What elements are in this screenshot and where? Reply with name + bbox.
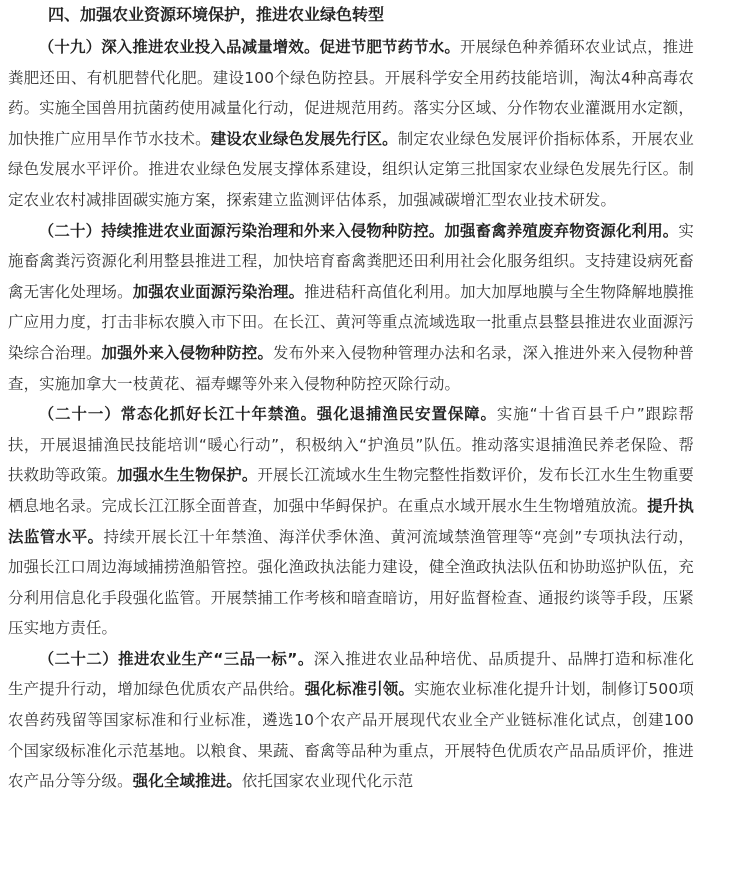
paragraph-21-text: 持续开展长江十年禁渔、海洋伏季休渔、黄河流域禁渔管理等“亮剑”专项执法行动，加强长江口周边海域捕捞渔船管控。强化渔政执法能力建设，健全渔政执法队伍和协助巡护队伍，充分利用信息化手段强化监管。开展禁捕工作考核和暗查暗访，用好监督检查、通报约谈等手段，压紧压实地方责任。 xyxy=(8,527,694,638)
paragraph-22 xyxy=(8,644,694,797)
paragraph-22-subtitle: 强化标准引领。 xyxy=(304,680,415,699)
document-body xyxy=(8,0,694,797)
paragraph-21-text: 开展长江流域水生生物完整性指数评价，发布长江水生生物重要栖息地名录。完成长江江豚全面普查，加强中华鲟保护。在重点水域开展水生生物增殖放流。 xyxy=(8,466,695,515)
paragraph-19 xyxy=(8,32,694,216)
paragraph-21-title: （二十一）常态化抓好长江十年禁渔。强化退捕渔民安置保障。 xyxy=(38,405,497,424)
paragraph-19-text: 制定农业绿色发展评价指标体系，开展农业绿色发展水平评价。推进农业绿色发展支撑体系建设，组织认定第三批国家农业绿色发展先行区。制定农业农村减排固碳实施方案，探索建立监测评估体系，加强减碳增汇型农业技术研发。 xyxy=(8,129,695,209)
paragraph-21-subtitle: 提升执法监管水平。 xyxy=(8,496,694,546)
paragraph-22-text: 深入推进农业品种培优、品质提升、品牌打造和标准化生产提升行动，增加绿色优质农产品供给。 xyxy=(8,649,694,699)
section-heading: 四、加强农业资源环境保护，推进农业绿色转型 xyxy=(48,5,385,24)
paragraph-20-title: （二十）持续推进农业面源污染治理和外来入侵物种防控。加强畜禽养殖废弃物资源化利用。 xyxy=(38,221,679,240)
paragraph-21-text: 实施“十省百县千户”跟踪帮扶，开展退捕渔民技能培训“暖心行动”，积极纳入“护渔员”队伍。推动落实退捕渔民养老保险、帮扶救助等政策。 xyxy=(8,405,694,485)
paragraph-20 xyxy=(8,216,694,400)
paragraph-20-subtitle: 加强外来入侵物种防控。 xyxy=(101,343,274,362)
paragraph-21 xyxy=(8,399,694,644)
paragraph-22-text: 实施农业标准化提升计划，制修订500项农兽药残留等国家标准和行业标准，遴选10个农产品开展现代农业全产业链标准化试点，创建100个国家级标准化示范基地。以粮食、果蔬、畜禽等品种为重点，开展特色优质农产品品质评价，推进农产品分等分级。 xyxy=(8,680,694,791)
paragraph-19-subtitle: 建设农业绿色发展先行区。 xyxy=(210,129,398,148)
paragraph-21-subtitle: 加强水生生物保护。 xyxy=(117,466,258,485)
paragraph-20-text: 推进秸秆高值化利用。加大加厚地膜与全生物降解地膜推广应用力度，打击非标农膜入市下田。在长江、黄河等重点流域选取一批重点县整县推进农业面源污染综合治理。 xyxy=(8,282,695,362)
paragraph-20-text: 发布外来入侵物种管理办法和名录，深入推进外来入侵物种普查，实施加拿大一枝黄花、福寿螺等外来入侵物种防控灭除行动。 xyxy=(8,343,694,393)
paragraph-20-subtitle: 加强农业面源污染治理。 xyxy=(132,282,305,301)
paragraph-19-title: （十九）深入推进农业投入品减量增效。促进节肥节药节水。 xyxy=(38,38,460,56)
paragraph-22-text: 依托国家农业现代化示范 xyxy=(241,772,414,791)
paragraph-19-text: 开展绿色种养循环农业试点，推进粪肥还田、有机肥替代化肥。建设100个绿色防控县。开展科学安全用药技能培训，淘汰4种高毒农药。实施全国兽用抗菌药使用减量化行动，促进规范用药。落实分区域、分作物农业灌溉用水定额，加快推广应用旱作节水技术。 xyxy=(8,38,694,148)
paragraph-20-text: 实施畜禽粪污资源化利用整县推进工程，加快培育畜禽粪肥还田利用社会化服务组织。支持建设病死畜禽无害化处理场。 xyxy=(8,221,694,301)
paragraph-22-subtitle: 强化全域推进。 xyxy=(132,772,242,791)
paragraph-22-title: （二十二）推进农业生产“三品一标”。 xyxy=(38,649,314,668)
